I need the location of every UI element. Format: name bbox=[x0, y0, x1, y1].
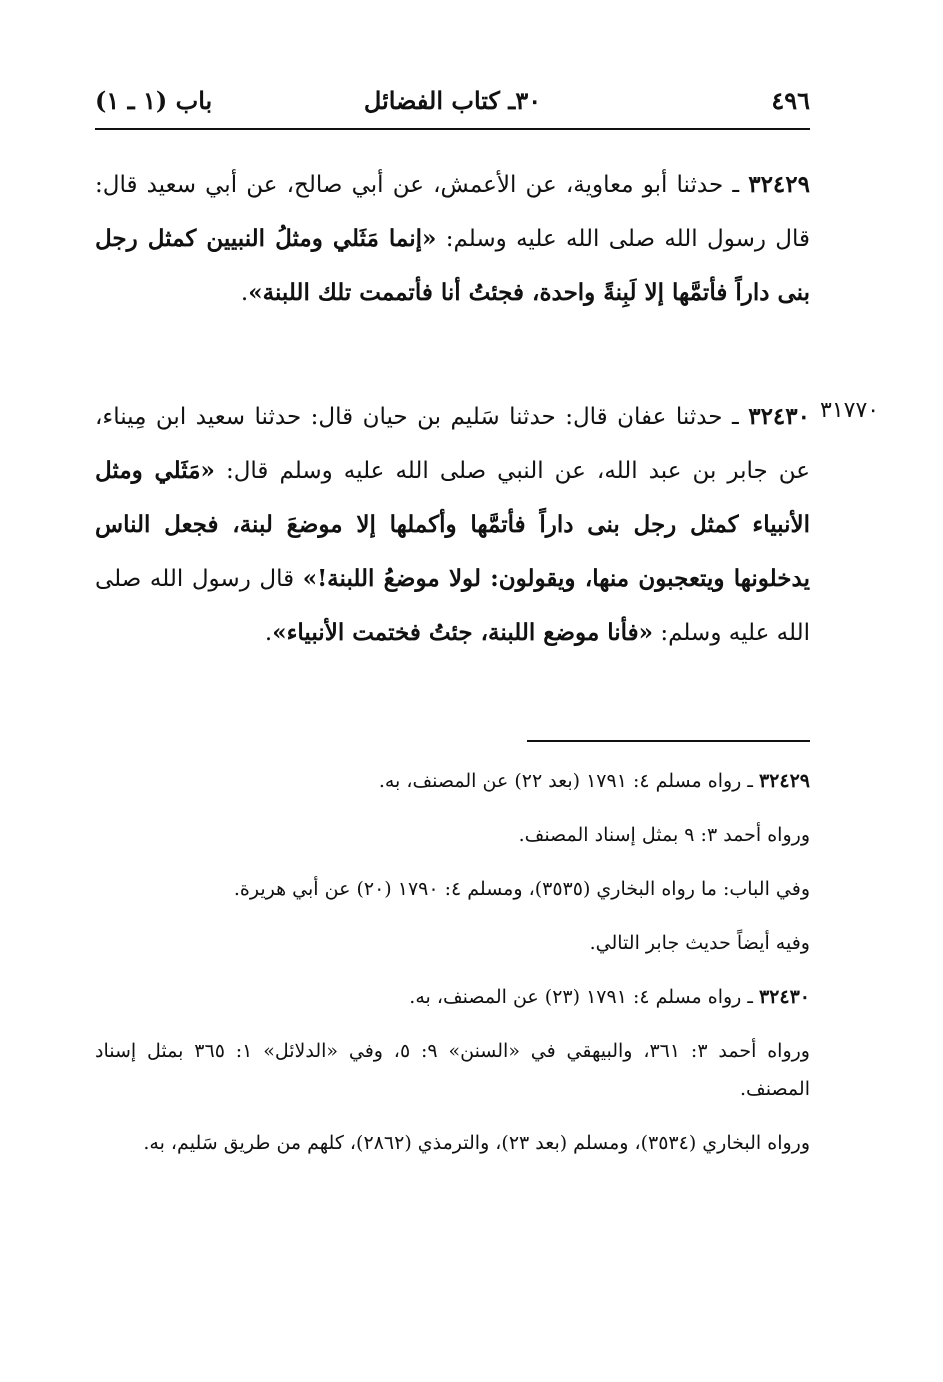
footnote-text: وفي الباب: ما رواه البخاري (٣٥٣٥)، ومسلم ٤: ١٧٩٠ (٢٠) عن أبي هريرة. bbox=[233, 878, 810, 900]
footnote bbox=[95, 870, 810, 908]
hadith-matn: «فأنا موضع اللبنة، جئتُ فختمت الأنبياء» bbox=[272, 619, 654, 646]
footnote-text: وفيه أيضاً حديث جابر التالي. bbox=[589, 932, 810, 954]
footnote-text: ورواه البخاري (٣٥٣٤)، ومسلم (بعد ٢٣)، والترمذي (٢٨٦٢)، كلهم من طريق سَليم، به. bbox=[143, 1132, 810, 1154]
footnotes bbox=[95, 762, 810, 1178]
footnote-text: ورواه أحمد ٣: ٩ بمثل إسناد المصنف. bbox=[518, 824, 810, 846]
hadith-end: . bbox=[240, 280, 249, 306]
header-divider bbox=[95, 128, 810, 130]
chapter-title: باب (١ ـ ١) bbox=[95, 86, 213, 115]
footnote-text: ورواه أحمد ٣: ٣٦١، والبيهقي في «السنن» ٩: ٥، وفي «الدلائل» ١: ٣٦٥ بمثل إسناد المصنف. bbox=[95, 1040, 810, 1100]
hadith-matn: «إنما مَثَلي ومثلُ النبيين كمثل رجل بنى داراً فأتمَّها إلا لَبِنةً واحدة، فجئتُ أنا فأتممت تلك اللبنة» bbox=[95, 225, 810, 306]
hadith-matn: «مَثَلي ومثل الأنبياء كمثل رجل بنى داراً فأتمَّها وأكملها إلا موضعَ لبنة، فجعل الناس يدخلونها ويتعجبون منها، ويقولون: لولا موضعُ اللبنة!» bbox=[95, 457, 810, 592]
page-header bbox=[95, 82, 810, 122]
hadith-32430 bbox=[95, 390, 810, 660]
footnote bbox=[95, 924, 810, 962]
footnote-text: ـ رواه مسلم ٤: ١٧٩١ (٢٣) عن المصنف، به. bbox=[409, 986, 759, 1008]
footnote-number: ٣٢٤٣٠ bbox=[758, 986, 810, 1008]
footnote-text: ـ رواه مسلم ٤: ١٧٩١ (بعد ٢٢) عن المصنف، به. bbox=[378, 770, 759, 792]
hadith-number: ٣٢٤٣٠ bbox=[748, 403, 810, 430]
hadith-narration: قال رسول الله صلى الله عليه وسلم: bbox=[95, 566, 810, 646]
footnote-number: ٣٢٤٢٩ bbox=[758, 770, 810, 792]
footnote bbox=[95, 978, 810, 1016]
hadith-end: . bbox=[264, 620, 273, 646]
book-title: ٣٠ـ كتاب الفضائل bbox=[363, 86, 542, 115]
footnote bbox=[95, 1032, 810, 1108]
margin-reference-number: ٣١٧٧٠ bbox=[820, 398, 880, 423]
footnote bbox=[95, 762, 810, 800]
footnote bbox=[95, 1124, 810, 1162]
footnote-divider bbox=[527, 740, 810, 742]
hadith-32429 bbox=[95, 158, 810, 320]
page-number: ٤٩٦ bbox=[771, 86, 810, 115]
footnote bbox=[95, 816, 810, 854]
hadith-isnad: ـ حدثنا أبو معاوية، عن الأعمش، عن أبي صالح، عن أبي سعيد قال: قال رسول الله صلى الله عليه وسلم: bbox=[95, 172, 810, 252]
hadith-isnad: ـ حدثنا عفان قال: حدثنا سَليم بن حيان قال: حدثنا سعيد ابن مِيناء، عن جابر بن عبد الله، عن النبي صلى الله عليه وسلم قال: bbox=[95, 404, 810, 484]
hadith-number: ٣٢٤٢٩ bbox=[748, 171, 810, 198]
